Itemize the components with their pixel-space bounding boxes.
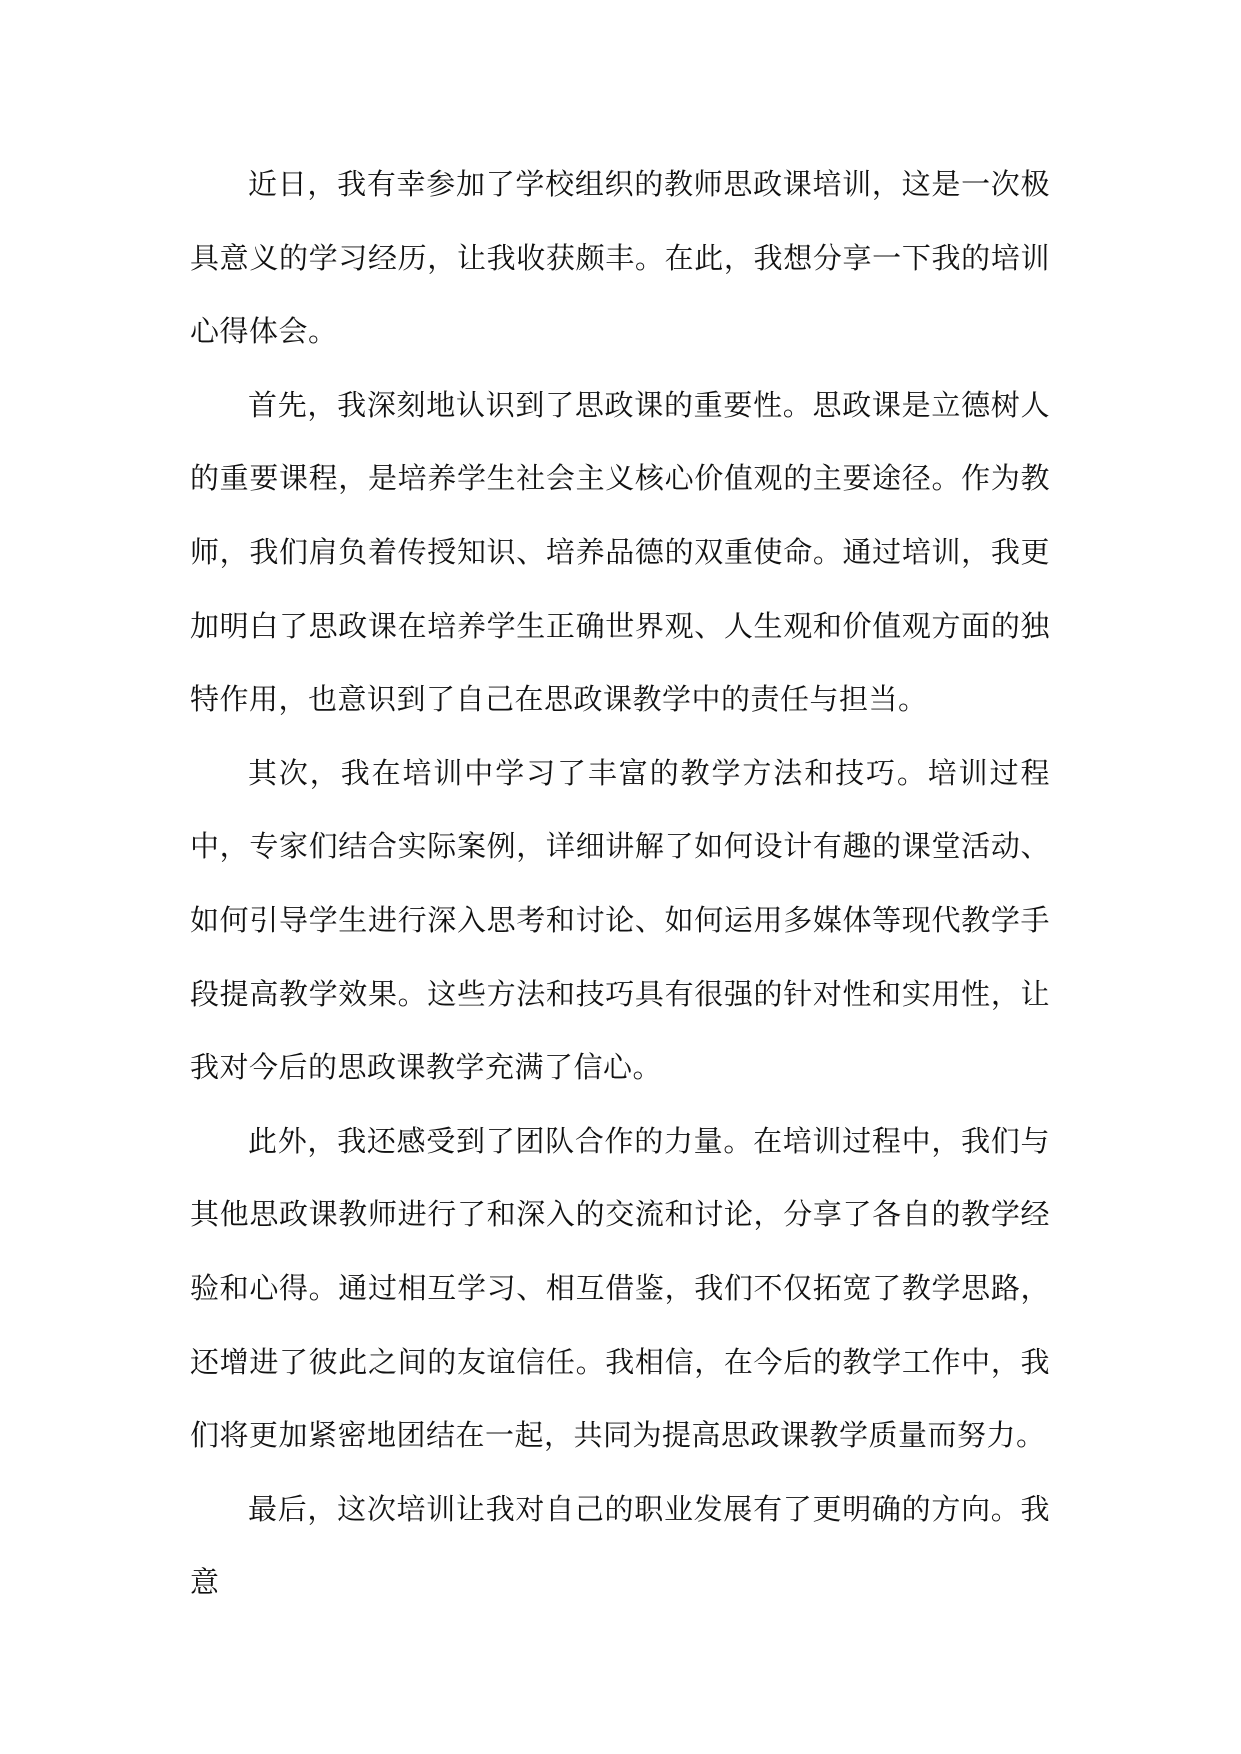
document-body [190, 148, 1050, 1620]
paragraph-methods: 其次，我在培训中学习了丰富的教学方法和技巧。培训过程中，专家们结合实际案例，详细讲解了如何设计有趣的课堂活动、如何引导学生进行深入思考和讨论、如何运用多媒体等现代教学手段提高教学效果。这些方法和技巧具有很强的针对性和实用性，让我对今后的思政课教学充满了信心。 [190, 755, 1050, 1085]
paragraph-intro: 近日，我有幸参加了学校组织的教师思政课培训，这是一次极具意义的学习经历，让我收获颇丰。在此，我想分享一下我的培训心得体会。 [190, 167, 1050, 349]
paragraph-importance: 首先，我深刻地认识到了思政课的重要性。思政课是立德树人的重要课程，是培养学生社会主义核心价值观的主要途径。作为教师，我们肩负着传授知识、培养品德的双重使命。通过培训，我更加明白了思政课在培养学生正确世界观、人生观和价值观方面的独特作用，也意识到了自己在思政课教学中的责任与担当。 [190, 387, 1050, 717]
paragraph-teamwork: 此外，我还感受到了团队合作的力量。在培训过程中，我们与其他思政课教师进行了和深入的交流和讨论，分享了各自的教学经验和心得。通过相互学习、相互借鉴，我们不仅拓宽了教学思路，还增进了彼此之间的友谊信任。我相信，在今后的教学工作中，我们将更加紧密地团结在一起，共同为提高思政课教学质量而努力。 [190, 1123, 1050, 1453]
paragraph-career: 最后，这次培训让我对自己的职业发展有了更明确的方向。我意 [190, 1491, 1050, 1600]
